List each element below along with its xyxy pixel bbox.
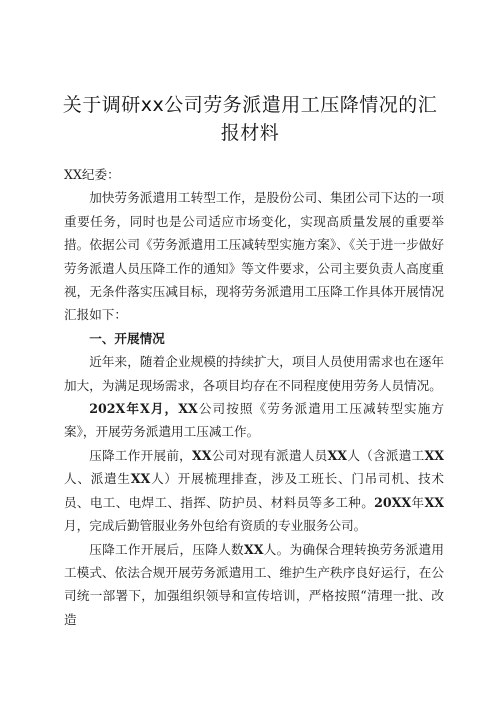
document-title-line-1: 关于调研xx公司劳务派遣用工压降情况的汇 <box>62 94 438 116</box>
bold-placeholder: XX <box>243 541 264 557</box>
salutation: XX纪委： <box>64 167 120 182</box>
text-run: 人）开展梳理排查，涉及工班长、门吊司机、技术员、电工、电焊工、指挥、防护员、材料员等多工种。 <box>64 471 445 510</box>
bold-placeholder: XX <box>327 447 348 463</box>
document-body <box>64 163 444 631</box>
bold-placeholder: XX <box>192 447 212 463</box>
text-run: 压降工作开展前， <box>89 447 193 463</box>
section-heading: 一、开展情况 <box>89 330 165 346</box>
bold-placeholder: XX <box>130 471 151 487</box>
text-run: 人（含派遣工 <box>347 447 425 463</box>
paragraph-background: 近年来，随着企业规模的持续扩大，项目人员使用需求也在逐年加大，为满足现场需求，各项目均存在不同程度使用劳务人员情况。 <box>64 354 444 393</box>
text-run: 月，完成后勤管服业务外包给有资质的专业服务公司。 <box>64 518 367 534</box>
text-run: 压降工作开展后，压降人数 <box>89 541 244 557</box>
text-run: 公司按照《劳务派遣用工压减转型实施方案》，开展劳务派遣用工压减工作。 <box>64 401 445 440</box>
bold-placeholder: XX <box>424 494 444 510</box>
paragraph-timeline <box>64 397 444 444</box>
bold-placeholder: 20XX <box>374 494 412 510</box>
text-run: 公司对现有派遣人员 <box>211 447 328 463</box>
paragraph-after-reduction <box>64 538 444 632</box>
bold-date: 202X年X月，XX <box>89 401 198 417</box>
paragraph-intro: 加快劳务派遣用工转型工作，是股份公司、集团公司下达的一项重要任务，同时也是公司适应市场变化，实现高质量发展的重要举措。依据公司《劳务派遣用工压减转型实施方案》、《关于进一步做好劳务派遣人员压降工作的通知》等文件要求，公司主要负责人高度重视，无条件落实压减目标，现将劳务派遣用工压降工作具体开展情况汇报如下： <box>64 190 444 323</box>
bold-placeholder: XX <box>424 447 445 463</box>
document-title-line-2: 报材料 <box>220 122 280 144</box>
text-run: 人、派遣生 <box>64 471 131 487</box>
paragraph-before-reduction <box>64 444 444 538</box>
text-run: 年 <box>411 494 425 510</box>
text-run: 人。为确保合理转换劳务派遣用工模式、依法合规开展劳务派遣用工、维护生产秩序良好运行，在公司统一部署下，加强组织领导和宣传培训，严格按照“清理一批、改造 <box>64 541 445 627</box>
